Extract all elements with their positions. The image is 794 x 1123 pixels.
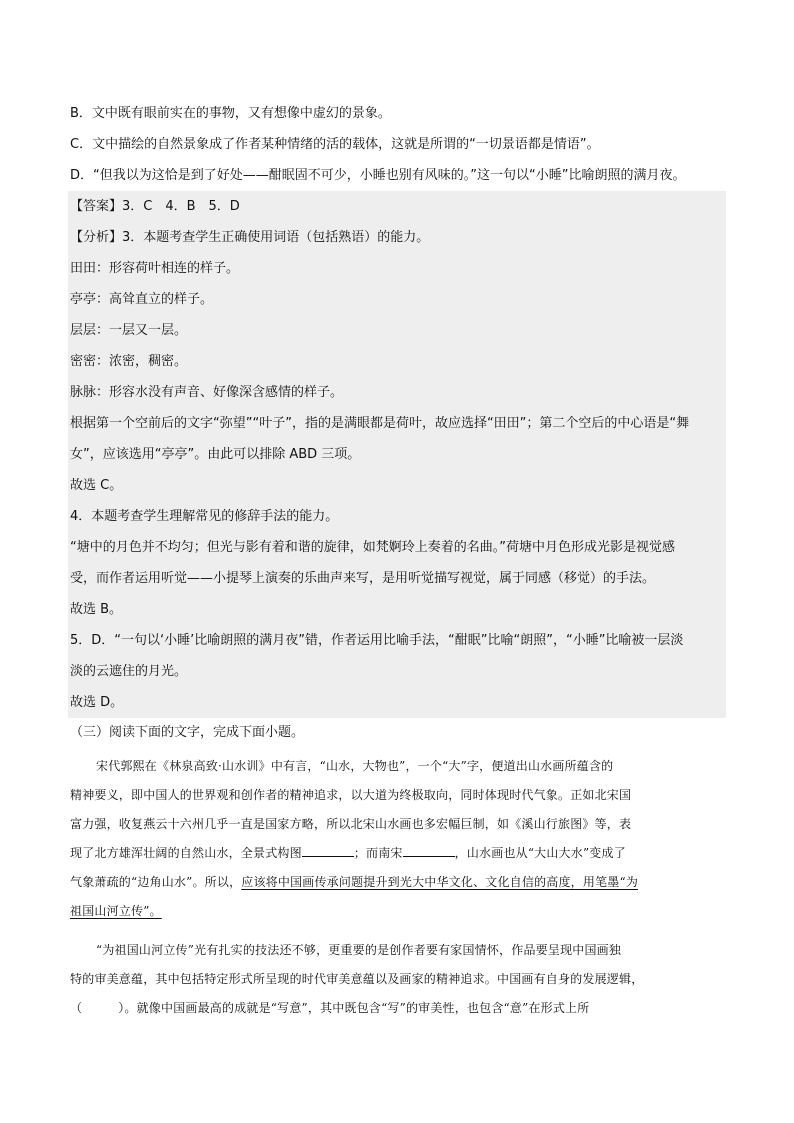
analysis-line: 4．本题考查学生理解常见的修辞手法的能力。 xyxy=(70,509,339,524)
analysis-line: 故选 D。 xyxy=(70,695,124,710)
option-b: B．文中既有眼前实在的事物，又有想像中虚幻的景象。 xyxy=(70,106,391,121)
paren-open: （ xyxy=(70,1001,83,1015)
analysis-line: 受，而作者运用听觉——小提琴上演奏的乐曲声来写，是用听觉描写视觉，属于同感（移觉）的手法。 xyxy=(70,571,656,586)
option-d: D．“但我以为这恰是到了好处——酣眠固不可少，小睡也别有风味的。”这一句以“小睡”比喻朗照的满月夜。 xyxy=(70,168,686,183)
document-page xyxy=(70,98,724,1023)
passage-line: 宋代郭熙在《林泉高致·山水训》中有言，“山水，大物也”，一个“大”字，便道出山水画所蕴含的 xyxy=(96,759,614,773)
analysis-line: 密密：浓密，稠密。 xyxy=(70,354,188,369)
analysis-line: 亭亭：高耸直立的样子。 xyxy=(70,292,214,307)
analysis-line: 【分析】3．本题考查学生正确使用词语（包括熟语）的能力。 xyxy=(70,230,430,245)
analysis-line: 5．D．“一句以‘小睡’比喻朗照的满月夜”错，作者运用比喻手法，“酣眠”比喻“朗照”，“小睡”比喻被一层淡 xyxy=(70,633,684,648)
passage-line: “为祖国山河立传”光有扎实的技法还不够，更重要的是创作者要有家国情怀，作品要呈现中国画独 xyxy=(96,943,622,957)
underlined-sentence: 应该将中国画传承问题提升到光大中华文化、文化自信的高度，用笔墨“为 xyxy=(241,875,639,889)
option-c: C．文中描绘的自然景象成了作者某种情绪的活的载体，这就是所谓的“一切景语都是情语”。 xyxy=(70,137,600,152)
analysis-line: 淡的云遮住的月光。 xyxy=(70,664,188,679)
fill-blank-2[interactable] xyxy=(403,843,455,857)
answer-analysis-box xyxy=(68,191,726,718)
reading-passage xyxy=(70,752,724,1023)
passage-text: ）。就像中国画最高的成就是“写意”，其中既包含“写”的审美性，也包含“意”在形式上所 xyxy=(118,1001,590,1015)
analysis-line: 田田：形容荷叶相连的样子。 xyxy=(70,261,240,276)
passage-text: 气象萧疏的“边角山水”。所以， xyxy=(70,875,242,889)
passage-line: 精神要义，即中国人的世界观和创作者的精神追求，以大道为终极取向，同时体现时代气象。正如北宋国 xyxy=(70,788,632,802)
passage-line: 特的审美意蕴，其中包括特定形式所呈现的时代审美意蕴以及画家的精神追求。中国画有自身的发展逻辑， xyxy=(70,972,644,986)
passage-text: ；而南宋 xyxy=(353,846,403,860)
analysis-line: 故选 C。 xyxy=(70,478,123,493)
analysis-line: 层层：一层又一层。 xyxy=(70,323,188,338)
passage-line xyxy=(70,839,724,868)
passage-line xyxy=(70,868,724,897)
analysis-line: 脉脉：形容水没有声音、好像深含感情的样子。 xyxy=(70,385,344,400)
passage-text: 现了北方雄浑壮阔的自然山水，全景式构图 xyxy=(70,846,302,860)
analysis-line: “塘中的月色并不均匀；但光与影有着和谐的旋律，如梵婀玲上奏着的名曲。”荷塘中月色形成光影是视觉感 xyxy=(70,540,675,555)
section-title: （三）阅读下面的文字，完成下面小题。 xyxy=(70,725,305,740)
underlined-sentence-end: 祖国山河立传”。 xyxy=(70,904,162,918)
passage-line: 富力强，收复燕云十六州几乎一直是国家方略，所以北宋山水画也多宏幅巨制，如《溪山行旅图》等，表 xyxy=(70,817,632,831)
passage-text: ，山水画也从“大山大水”变成了 xyxy=(454,846,626,860)
analysis-line: 女”，应该选用“亭亭”。由此可以排除 ABD 三项。 xyxy=(70,447,361,462)
analysis-line: 根据第一个空前后的文字“弥望”“叶子”，指的是满眼都是荷叶，故应选择“田田”；第二个空后的中心语是“舞 xyxy=(70,416,690,431)
analysis-line: 故选 B。 xyxy=(70,602,123,617)
answer-line: 【答案】3．C 4．B 5．D xyxy=(70,199,240,214)
passage-line xyxy=(70,897,724,926)
passage-line xyxy=(70,994,724,1023)
fill-blank-1[interactable] xyxy=(302,843,354,857)
